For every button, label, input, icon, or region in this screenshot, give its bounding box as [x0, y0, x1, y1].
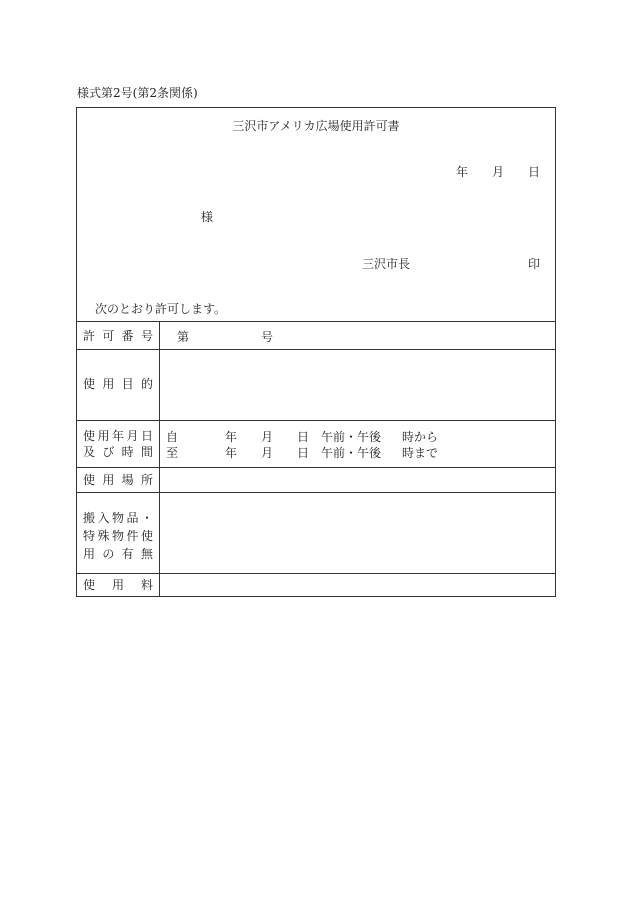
permit-number-prefix: 第 [177, 330, 190, 344]
date-year: 年 [456, 165, 469, 179]
date-month: 月 [492, 165, 505, 179]
addressee-suffix: 様 [201, 210, 214, 224]
permit-form [76, 107, 556, 597]
row-divider [77, 321, 555, 322]
permit-statement: 次のとおり許可します。 [95, 302, 227, 316]
date-day: 日 [528, 165, 541, 179]
label-place: 使 用 場 所 [83, 473, 153, 487]
row-divider [77, 349, 555, 350]
datetime-to: 至 年 月 日 午前・午後 時まで [166, 446, 439, 460]
form-title: 三沢市アメリカ広場使用許可書 [232, 119, 400, 133]
label-fee: 使 用 料 [83, 578, 153, 592]
form-number: 様式第2号(第2条関係) [77, 86, 198, 100]
datetime-from: 自 年 月 日 午前・午後 時から [166, 430, 439, 444]
seal-mark: 印 [528, 257, 541, 271]
label-permit-number: 許 可 番 号 [83, 329, 153, 343]
row-divider [77, 492, 555, 493]
issuer: 三沢市長 [362, 257, 411, 271]
row-divider [77, 420, 555, 421]
permit-number-suffix: 号 [261, 330, 274, 344]
row-divider [77, 573, 555, 574]
label-datetime: 使 用 年 月 日 及 び 時 間 [83, 429, 153, 459]
label-purpose: 使 用 目 的 [83, 377, 153, 391]
row-divider [77, 467, 555, 468]
label-items: 搬 入 物 品 ・ 特 殊 物 件 使 用 の 有 無 [83, 511, 153, 561]
